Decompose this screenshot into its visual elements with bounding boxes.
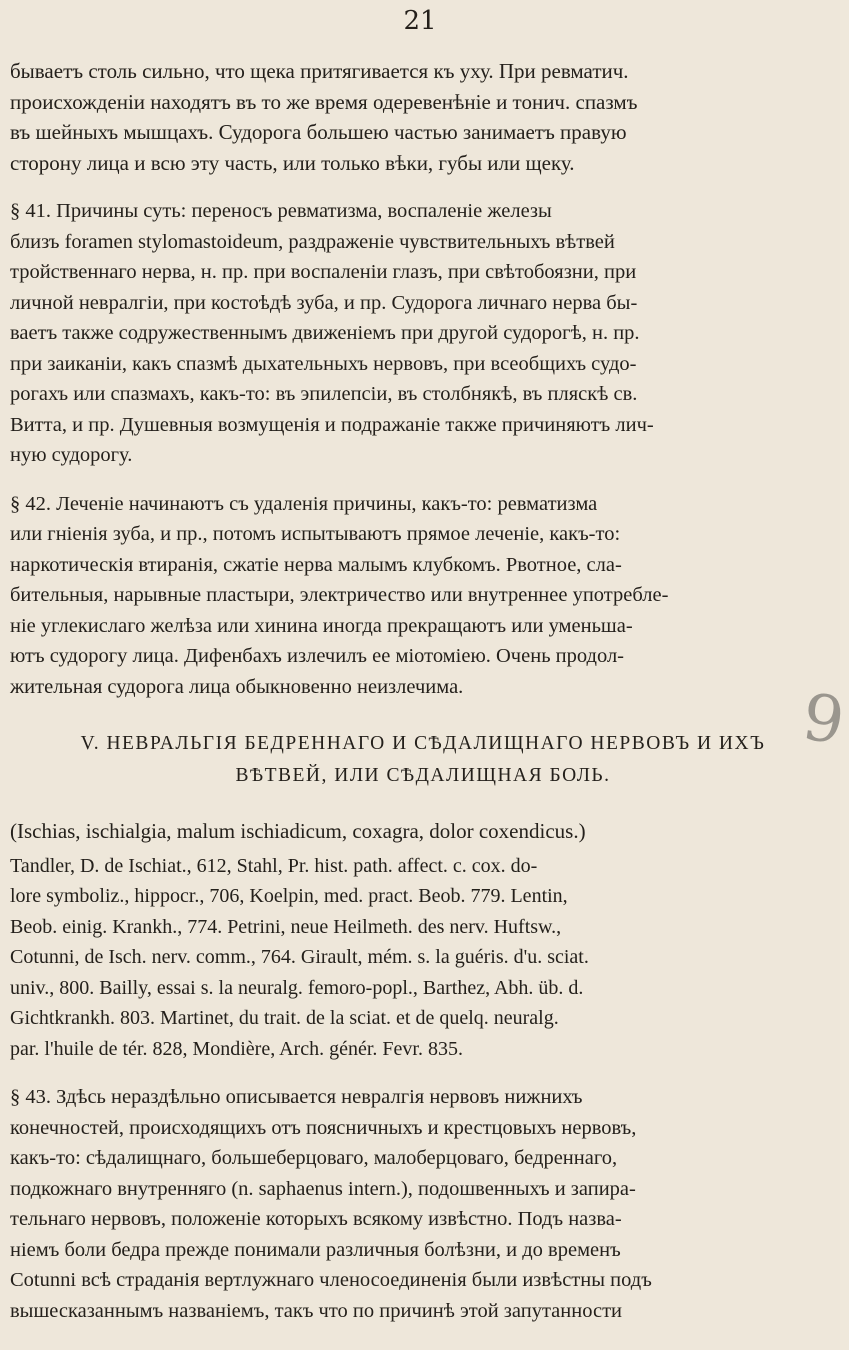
text-line: рогахъ или спазмахъ, какъ-то: въ эпилепсіи, въ столбнякѣ, въ пляскѣ св. — [10, 383, 638, 405]
page-content — [10, 56, 836, 1344]
latin-synonyms — [10, 816, 836, 847]
text-line: вышесказаннымъ названіемъ, такъ что по причинѣ этой запутанности — [10, 1299, 622, 1322]
page-number: 21 — [403, 6, 437, 36]
text-line: жительная судорога лица обыкновенно неизлечима. — [10, 675, 464, 698]
text-line: какъ-то: сѣдалищнаго, большеберцоваго, малоберцоваго, бедреннаго, — [10, 1147, 618, 1169]
text-line: при заиканіи, какъ спазмѣ дыхательныхъ нервовъ, при всеобщихъ судо- — [10, 352, 637, 375]
text-line: ную судорогу. — [10, 444, 133, 466]
text-line: Cotunni всѣ страданія вертлужнаго членосоединенія были извѣстны подъ — [10, 1269, 652, 1291]
text-line: конечностей, происходящихъ отъ поясничныхъ и крестцовыхъ нервовъ, — [10, 1116, 637, 1139]
text-line: § 41. Причины суть: переносъ ревматизма, воспаленіе железы — [10, 200, 552, 222]
paragraph-40-continuation — [10, 56, 836, 178]
text-line: близъ foramen stylomastoideum, раздраженіе чувствительныхъ вѣтвей — [10, 230, 615, 253]
paragraph-43 — [10, 1082, 836, 1326]
text-line: происхожденіи находятъ въ то же время одеревенѣніе и тонич. спазмъ — [10, 89, 638, 114]
text-line: lore symboliz., hippocr., 706, Koelpin, med. pract. Beob. 779. Lentin, — [10, 885, 568, 907]
paragraph-41 — [10, 196, 836, 471]
heading-line: ВѢТВЕЙ, ИЛИ СѢДАЛИЩНАЯ БОЛЬ. — [235, 765, 611, 786]
text-line: сторону лица и всю эту часть, или только вѣки, губы или щеку. — [10, 150, 575, 175]
text-line: Beob. einig. Krankh., 774. Petrini, neue Heilmeth. des nerv. Huftsw., — [10, 915, 562, 938]
margin-pencil-mark: 9 — [798, 680, 849, 760]
text-line: ваетъ также содружественнымъ движеніемъ при другой судорогѣ, н. пр. — [10, 322, 640, 344]
text-line: личной невралгіи, при костоѣдѣ зуба, и пр. Судорога личнаго нерва бы- — [10, 291, 638, 314]
text-line: тройственнаго нерва, н. пр. при воспаленіи глазъ, при свѣтобоязни, при — [10, 261, 637, 283]
text-line: бительныя, нарывные пластыри, электричество или внутреннее употребле- — [10, 584, 669, 606]
text-line: подкожнаго внутренняго (n. saphaenus intern.), подошвенныхъ и запира- — [10, 1177, 636, 1200]
text-line: (Ischias, ischialgia, malum ischiadicum, coxagra, dolor coxendicus.) — [10, 819, 586, 843]
text-line: Tandler, D. de Ischiat., 612, Stahl, Pr. hist. path. affect. c. cox. do- — [10, 854, 538, 877]
paragraph-42 — [10, 489, 836, 703]
heading-line: V. НЕВРАЛЬГІЯ БЕДРЕННАГО И СѢДАЛИЩНАГО НЕРВОВЪ И ИХЪ — [80, 733, 766, 754]
text-line: Cotunni, de Isch. nerv. comm., 764. Girault, mém. s. la guéris. d'u. sciat. — [10, 946, 589, 968]
text-line: Gichtkrankh. 803. Martinet, du trait. de la sciat. et de quelq. neuralg. — [10, 1007, 559, 1029]
text-line: § 42. Леченіе начинаютъ съ удаленія причины, какъ-то: ревматизма — [10, 492, 598, 515]
section-heading — [10, 728, 836, 792]
text-line: бываетъ столь сильно, что щека притягивается къ уху. При ревматич. — [10, 59, 629, 83]
text-line: ніемъ боли бедра прежде понимали различныя болѣзни, и до временъ — [10, 1238, 621, 1261]
text-line: или гніенія зуба, и пр., потомъ испытываютъ прямое леченіе, какъ-то: — [10, 523, 621, 545]
text-line: наркотическія втиранія, сжатіе нерва малымъ клубкомъ. Рвотное, сла- — [10, 553, 622, 576]
text-line: univ., 800. Bailly, essai s. la neuralg. femoro-popl., Barthez, Abh. üb. d. — [10, 976, 584, 999]
bibliography-references — [10, 851, 836, 1065]
text-line: Витта, и пр. Душевныя возмущенія и подражаніе также причиняютъ лич- — [10, 413, 654, 436]
text-line: въ шейныхъ мышцахъ. Судорога большею частью занимаетъ правую — [10, 120, 627, 144]
text-line: § 43. Здѣсь нераздѣльно описывается невралгія нервовъ нижнихъ — [10, 1086, 583, 1108]
text-line: par. l'huile de tér. 828, Mondière, Arch. génér. Fevr. 835. — [10, 1037, 463, 1060]
text-line: тельнаго нервовъ, положеніе которыхъ всякому извѣстно. Подъ назва- — [10, 1208, 622, 1230]
text-line: ніе углекислаго желѣза или хинина иногда прекращаютъ или уменьша- — [10, 614, 633, 637]
text-line: ютъ судорогу лица. Дифенбахъ излечилъ ее міотоміею. Очень продол- — [10, 645, 625, 667]
